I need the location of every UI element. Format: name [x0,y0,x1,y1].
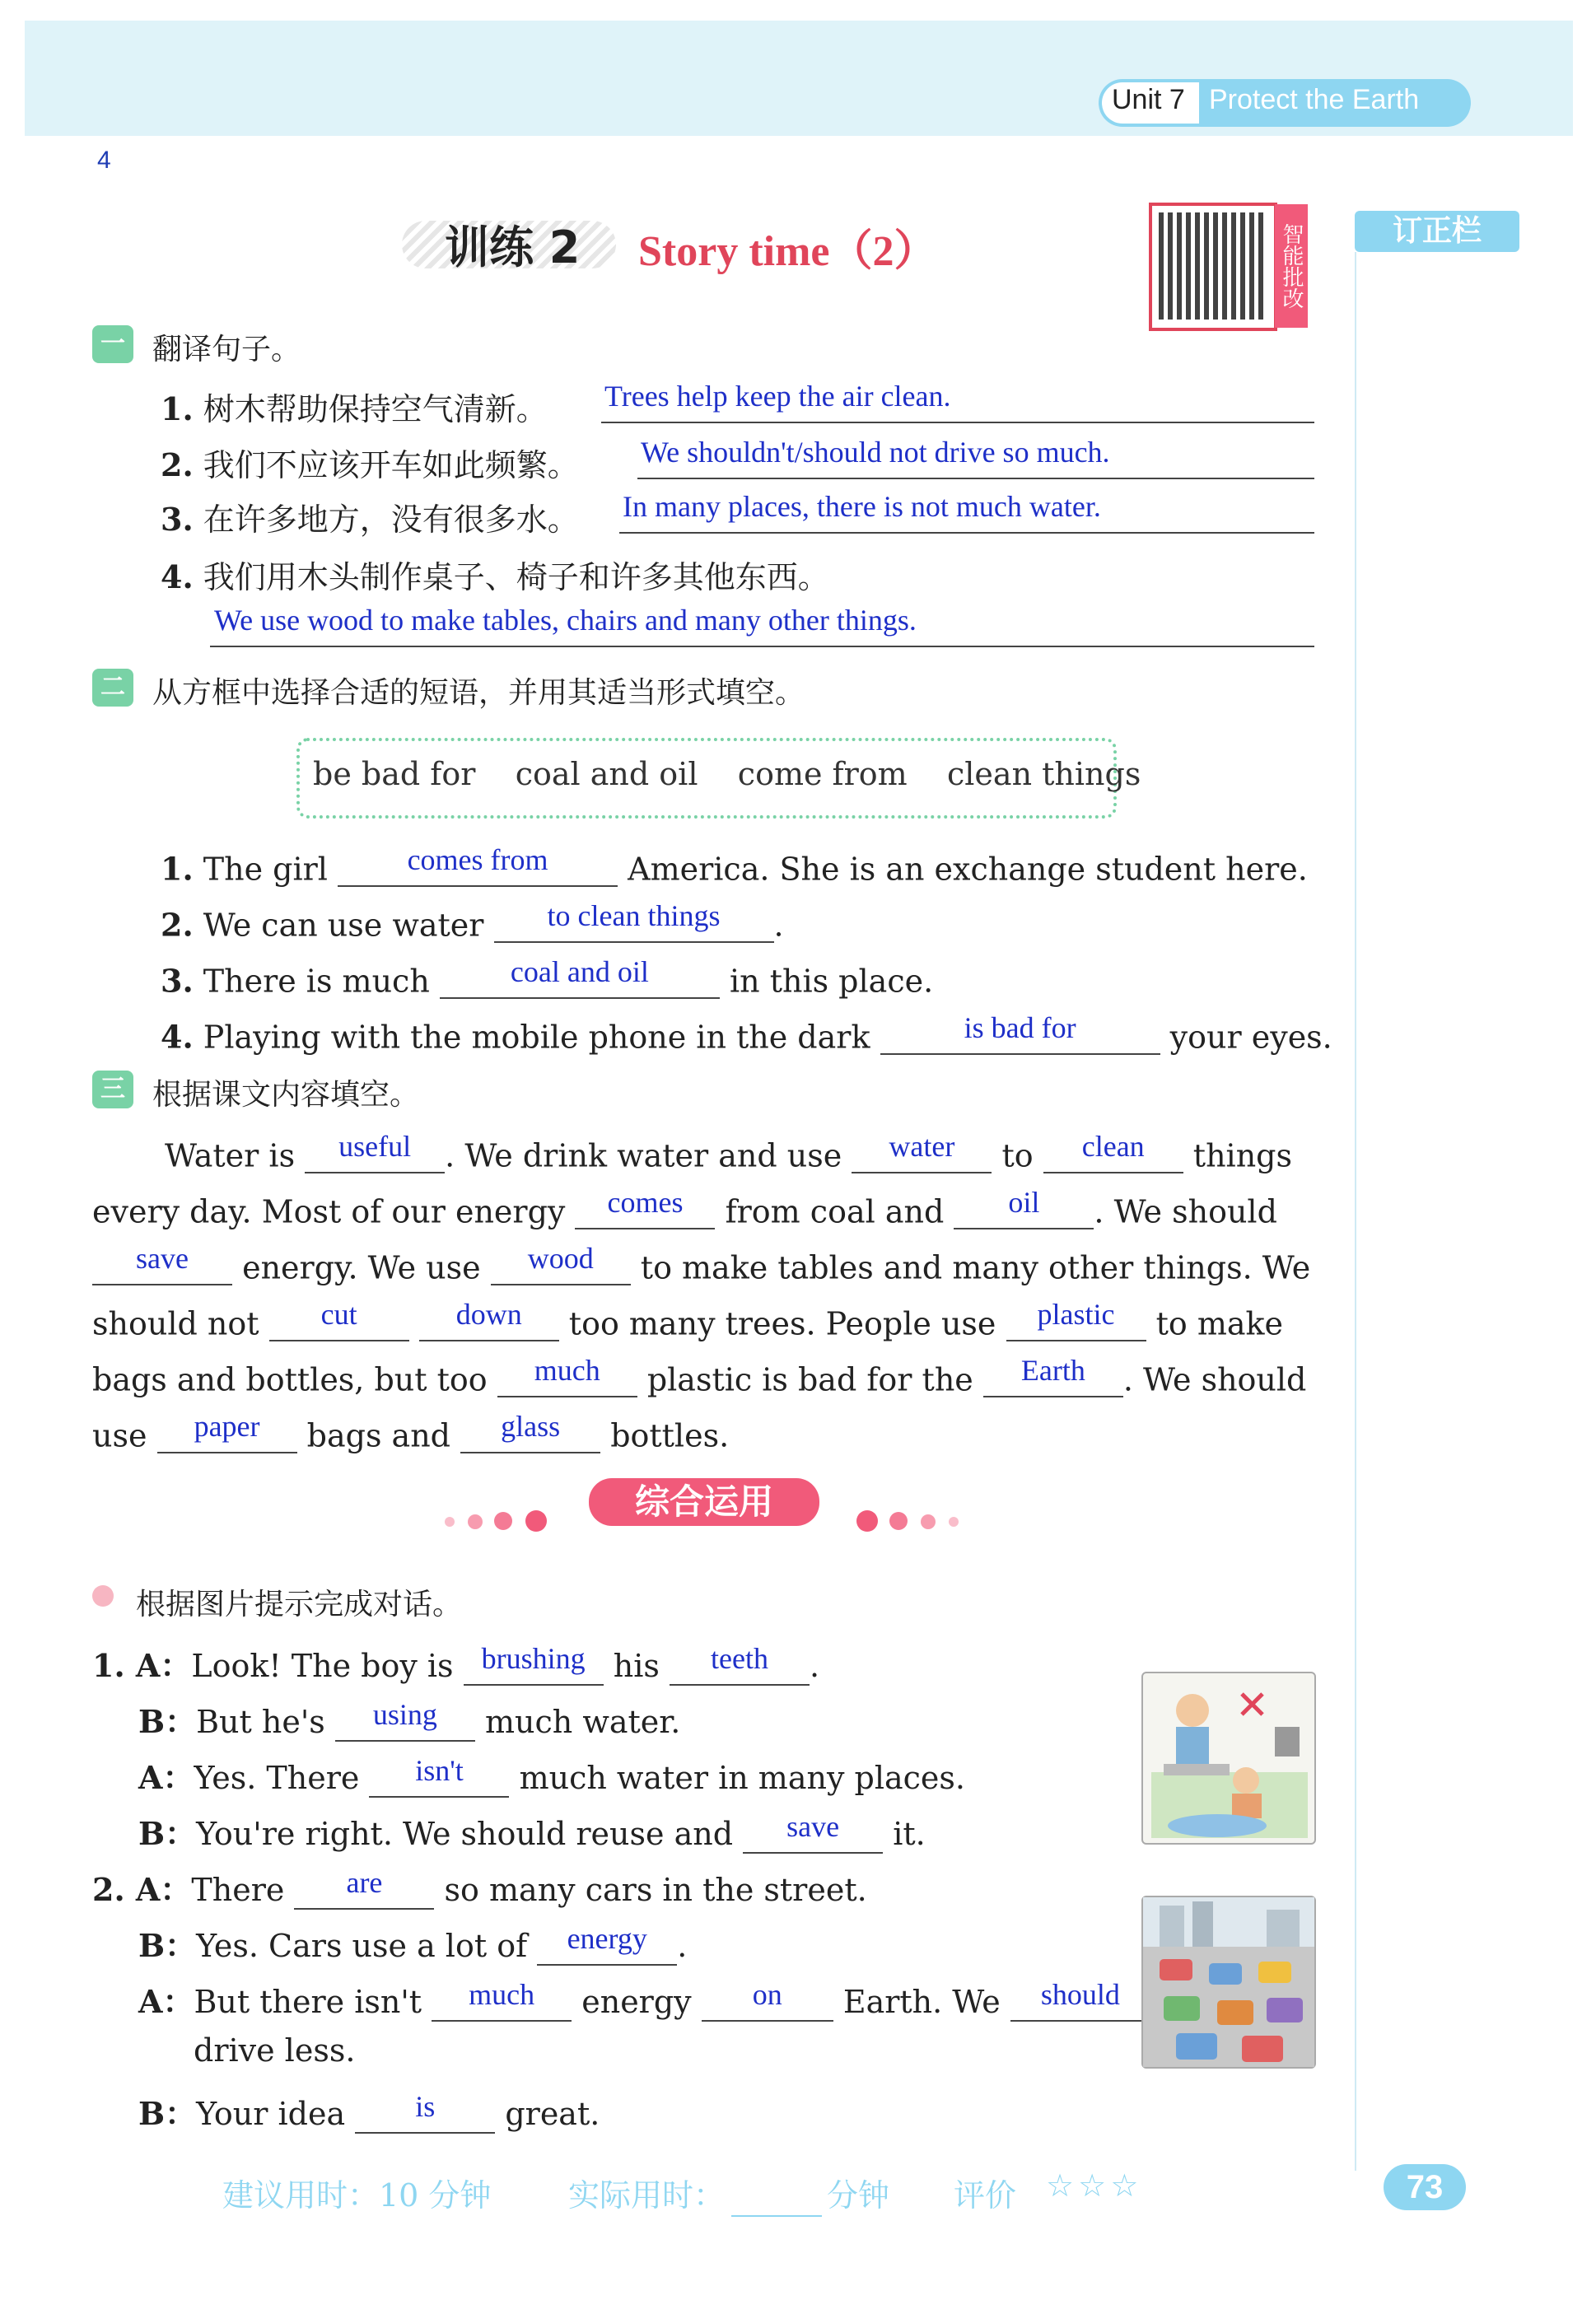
s3-line2: every day. Most of our energy comes from coal and oil . We should [92,1186,1277,1230]
s1-a2[interactable]: We shouldn't/should not drive so much. [641,436,1110,469]
d1-line3: A：Yes. There isn't much water in many places. [138,1753,966,1796]
s1-q3: 3. 在许多地方，没有很多水。 [161,501,579,538]
correction-column-label: 订正栏 [1355,211,1519,252]
rating-stars[interactable] [1046,2167,1138,2204]
s3-blank[interactable]: clean [1081,1130,1145,1163]
banner-dot [525,1510,547,1532]
s3-blank[interactable]: oil [1008,1186,1040,1219]
banner-dot [949,1517,959,1527]
s3-line5: bags and bottles, but too much plastic is bad for the Earth . We should [92,1354,1307,1398]
s3-blank[interactable]: comes [607,1186,684,1219]
s3-blank[interactable]: cut [320,1298,357,1331]
s1-a4[interactable]: We use wood to make tables, chairs and many other things. [214,604,917,637]
d1-line1: 1. A：Look! The boy is brushing his teeth . [92,1641,820,1684]
footer-actual: 实际用时： [568,2177,726,2214]
s2-q2: 2. We can use water to clean things . [161,899,784,944]
section-2-icon: 二 [92,669,133,707]
s3-blank[interactable]: save [136,1242,189,1275]
s3-blank[interactable]: down [455,1298,522,1331]
d1-line4: B：You're right. We should reuse and save it. [138,1809,926,1852]
d2-line5: B：Your idea is great. [138,2089,600,2132]
s2-q3: 3. There is much coal and oil in this place. [161,955,934,1000]
s1-a3[interactable]: In many places, there is not much water. [623,490,1101,523]
d1-blank[interactable]: using [372,1697,437,1731]
s3-line3: save energy. We use wood to make tables and many other things. We [92,1242,1310,1285]
s3-blank[interactable]: paper [194,1410,260,1443]
s2-a2[interactable]: to clean things [547,899,721,932]
qr-code-icon [1159,212,1266,320]
traffic-jam-illustration [1143,1897,1314,2067]
s2-a3[interactable]: coal and oil [510,955,649,988]
d1-blank[interactable]: save [786,1809,840,1843]
section-4-heading: 根据图片提示完成对话。 [136,1588,463,1621]
s1-a1-line [601,422,1314,423]
d1-blank[interactable]: teeth [711,1641,768,1675]
d1-blank[interactable]: isn't [415,1753,464,1787]
s2-a4[interactable]: is bad for [964,1011,1076,1044]
s1-a3-line [619,532,1314,534]
s1-a4-line [210,646,1314,647]
s2-q4: 4. Playing with the mobile phone in the dark is bad for your eyes. [161,1011,1332,1056]
d2-blank[interactable]: energy [567,1921,647,1955]
d2-line3: A：But there isn't much energy on Earth. We should [138,1976,1150,2022]
d2-blank[interactable]: much [469,1977,535,2011]
d1-blank[interactable]: brushing [481,1641,586,1675]
banner-dot [468,1514,483,1529]
d2-blank[interactable]: on [752,1977,782,2011]
s3-blank[interactable]: much [534,1354,600,1387]
s1-q1: 1. 树木帮助保持空气清新。 [161,390,548,427]
picture-water-waste [1141,1672,1316,1845]
footer-time-blank[interactable] [731,2215,822,2217]
s2-q1: 1. The girl comes from America. She is an exchange student here. [161,843,1308,888]
qr-tag: 智能批改 [1275,204,1308,328]
footer-rate: 评价 [954,2177,1017,2214]
s3-line1: Water is useful . We drink water and use water to clean things [165,1130,1292,1174]
phrase-box-text: be bad for coal and oil come from clean things [313,756,1141,792]
s2-a1[interactable]: comes from [407,843,548,876]
page-marker: 4 [97,147,111,174]
bullet-icon [92,1585,114,1607]
s3-line4: should not cut down too many trees. People use plastic to make [92,1298,1284,1342]
training-title: 训练 2 [445,222,581,273]
d2-blank[interactable]: is [415,2089,436,2123]
section-3-icon: 三 [92,1071,133,1108]
star-icon[interactable]: ☆ [1078,2167,1107,2204]
unit-title: Protect the Earth [1209,84,1420,115]
star-icon[interactable]: ☆ [1110,2167,1139,2204]
page-number: 73 [1384,2164,1466,2210]
story-title: Story time（2） [638,228,937,275]
d2-blank[interactable]: are [346,1865,383,1899]
s3-blank[interactable]: glass [501,1410,561,1443]
s3-blank[interactable]: useful [338,1130,412,1163]
s3-blank[interactable]: plastic [1037,1298,1115,1331]
d2-blank[interactable]: should [1040,1977,1120,2011]
footer-suggest: 建议用时：10 分钟 [222,2177,492,2214]
boy-brushing-teeth-illustration [1143,1673,1314,1843]
s3-blank[interactable]: water [889,1130,955,1163]
unit-label: Unit 7 [1112,84,1185,115]
section-2-heading: 从方框中选择合适的短语，并用其适当形式填空。 [152,676,805,710]
s3-line6: use paper bags and glass bottles. [92,1410,730,1454]
s1-a1[interactable]: Trees help keep the air clean. [604,380,951,413]
section-1-icon: 一 [92,325,133,363]
d2-line2: B：Yes. Cars use a lot of energy . [138,1921,688,1964]
banner-dot [889,1512,908,1530]
section-banner: 综合运用 [589,1478,819,1526]
picture-traffic [1141,1896,1316,2069]
s1-q4: 4. 我们用木头制作桌子、椅子和许多其他东西。 [161,558,829,595]
banner-dot [445,1517,455,1527]
section-3-heading: 根据课文内容填空。 [152,1078,420,1112]
d2-line4: drive less. [194,2032,356,2069]
correction-column-divider [1355,252,1356,2171]
s1-q2: 2. 我们不应该开车如此频繁。 [161,446,579,483]
d2-line1: 2. A：There are so many cars in the street. [92,1865,867,1908]
s1-a2-line [637,478,1314,479]
s3-blank[interactable]: wood [527,1242,594,1275]
d1-line2: B：But he's using much water. [138,1697,681,1740]
banner-dot [921,1514,936,1529]
banner-dot [856,1510,878,1532]
star-icon[interactable]: ☆ [1046,2167,1075,2204]
footer-unit: 分钟 [827,2177,890,2214]
banner-dot [494,1512,512,1530]
section-1-heading: 翻译句子。 [152,333,301,366]
s3-blank[interactable]: Earth [1020,1354,1085,1387]
